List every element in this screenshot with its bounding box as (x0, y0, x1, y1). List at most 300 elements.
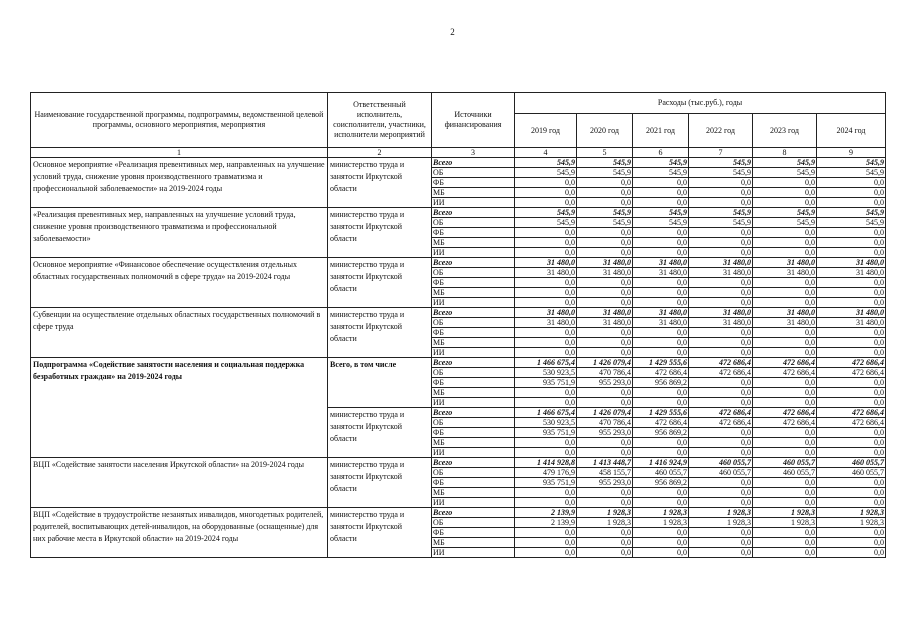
expense-value: 1 466 675,4 (515, 408, 577, 418)
expense-value: 1 928,3 (817, 518, 886, 528)
expense-value: 1 413 448,7 (577, 458, 633, 468)
expense-value: 1 466 675,4 (515, 358, 577, 368)
expense-value: 545,9 (515, 168, 577, 178)
expense-value: 0,0 (689, 288, 753, 298)
expense-value: 545,9 (577, 168, 633, 178)
expense-value: 0,0 (577, 238, 633, 248)
expense-value: 0,0 (633, 288, 689, 298)
funding-source: ОБ (432, 318, 515, 328)
expense-value: 31 480,0 (633, 268, 689, 278)
expense-value: 0,0 (753, 188, 817, 198)
expense-value: 31 480,0 (515, 268, 577, 278)
expense-value: 0,0 (515, 228, 577, 238)
expense-value: 0,0 (817, 478, 886, 488)
expense-value: 470 786,4 (577, 418, 633, 428)
expense-value: 460 055,7 (633, 468, 689, 478)
expense-value: 0,0 (689, 248, 753, 258)
expense-value: 0,0 (817, 438, 886, 448)
expense-value: 0,0 (577, 338, 633, 348)
expense-value: 472 686,4 (633, 418, 689, 428)
expense-value: 545,9 (689, 208, 753, 218)
expense-value: 0,0 (753, 388, 817, 398)
expense-value: 1 928,3 (633, 518, 689, 528)
expense-value: 0,0 (515, 198, 577, 208)
expense-value: 0,0 (577, 388, 633, 398)
expense-value: 0,0 (577, 548, 633, 558)
funding-source: ОБ (432, 518, 515, 528)
expense-value: 1 928,3 (753, 508, 817, 518)
expense-value: 0,0 (515, 188, 577, 198)
expense-value: 460 055,7 (689, 468, 753, 478)
expense-value: 0,0 (817, 278, 886, 288)
expense-value: 0,0 (753, 288, 817, 298)
expense-value: 0,0 (689, 188, 753, 198)
expense-value: 0,0 (515, 278, 577, 288)
expense-value: 0,0 (577, 278, 633, 288)
expense-value: 0,0 (633, 348, 689, 358)
column-index: 2 (328, 148, 432, 158)
expense-value: 530 923,5 (515, 418, 577, 428)
funding-source: ИИ (432, 348, 515, 358)
expense-value: 0,0 (753, 548, 817, 558)
expense-value: 0,0 (689, 488, 753, 498)
expense-value: 0,0 (689, 178, 753, 188)
expense-value: 0,0 (577, 538, 633, 548)
item-name: Подпрограмма «Содействие занятости населения и социальная поддержка безработных граждан» на 2019-2024 годы (31, 358, 328, 458)
expense-value: 31 480,0 (577, 268, 633, 278)
expense-value: 0,0 (633, 248, 689, 258)
expense-value: 1 928,3 (817, 508, 886, 518)
table-row (31, 508, 886, 518)
expense-value: 0,0 (515, 548, 577, 558)
expense-value: 0,0 (689, 348, 753, 358)
funding-source: ФБ (432, 178, 515, 188)
column-index: 4 (515, 148, 577, 158)
column-index: 6 (633, 148, 689, 158)
expense-value: 31 480,0 (753, 318, 817, 328)
expense-value: 0,0 (689, 448, 753, 458)
expense-value: 0,0 (689, 438, 753, 448)
header-executor-column: Ответственный исполнитель, соисполнители, участники, исполнители мероприятий (328, 93, 432, 148)
header-year: 2023 год (753, 114, 817, 148)
expense-value: 956 869,2 (633, 478, 689, 488)
expense-value: 0,0 (817, 428, 886, 438)
expense-value: 0,0 (753, 478, 817, 488)
funding-source: ОБ (432, 368, 515, 378)
header-source-column: Источники финансирования (432, 93, 515, 148)
column-index: 3 (432, 148, 515, 158)
expense-value: 955 293,0 (577, 478, 633, 488)
expense-value: 472 686,4 (817, 408, 886, 418)
funding-source: Всего (432, 258, 515, 268)
expense-value: 1 928,3 (633, 508, 689, 518)
expense-value: 472 686,4 (817, 368, 886, 378)
item-executor: министерство труда и занятости Иркутской области (328, 258, 432, 308)
expense-value: 1 426 079,4 (577, 358, 633, 368)
funding-source: Всего (432, 458, 515, 468)
funding-source: МБ (432, 538, 515, 548)
expense-value: 0,0 (633, 338, 689, 348)
item-executor: министерство труда и занятости Иркутской области (328, 208, 432, 258)
expense-value: 1 426 079,4 (577, 408, 633, 418)
funding-source: ФБ (432, 228, 515, 238)
funding-source: ИИ (432, 248, 515, 258)
expense-value: 31 480,0 (689, 258, 753, 268)
expense-value: 0,0 (633, 488, 689, 498)
expense-value: 545,9 (689, 218, 753, 228)
expense-value: 0,0 (515, 238, 577, 248)
expense-value: 460 055,7 (817, 458, 886, 468)
expense-value: 0,0 (753, 298, 817, 308)
funding-source: Всего (432, 208, 515, 218)
expense-value: 1 429 555,6 (633, 408, 689, 418)
expense-value: 935 751,9 (515, 478, 577, 488)
expense-value: 31 480,0 (689, 308, 753, 318)
funding-source: ФБ (432, 528, 515, 538)
expense-value: 1 928,3 (753, 518, 817, 528)
expense-value: 545,9 (515, 158, 577, 168)
funding-source: МБ (432, 488, 515, 498)
expense-value: 31 480,0 (817, 258, 886, 268)
funding-source: ФБ (432, 428, 515, 438)
expense-value: 0,0 (515, 338, 577, 348)
item-name: Основное мероприятие «Финансовое обеспечение осуществления отдельных областных государственных полномочий в сфере труда» на 2019-2024 годы (31, 258, 328, 308)
expense-value: 955 293,0 (577, 428, 633, 438)
expense-value: 0,0 (689, 398, 753, 408)
expense-value: 0,0 (817, 298, 886, 308)
expense-value: 31 480,0 (817, 268, 886, 278)
header-year: 2022 год (689, 114, 753, 148)
funding-source: Всего (432, 358, 515, 368)
expense-value: 472 686,4 (689, 368, 753, 378)
expense-value: 0,0 (817, 338, 886, 348)
funding-source: ИИ (432, 548, 515, 558)
expense-value: 0,0 (753, 378, 817, 388)
column-index: 5 (577, 148, 633, 158)
expense-value: 0,0 (515, 448, 577, 458)
expense-value: 545,9 (817, 158, 886, 168)
expense-value: 0,0 (753, 178, 817, 188)
expense-value: 956 869,2 (633, 378, 689, 388)
expense-value: 0,0 (577, 188, 633, 198)
item-name: ВЦП «Содействие в трудоустройстве незанятых инвалидов, многодетных родителей, родителей, воспитывающих детей-инвалидов, на оборудованные (оснащенные) для них рабочие места в Иркутской области» на 2019-2024 годы (31, 508, 328, 558)
header-year: 2021 год (633, 114, 689, 148)
expense-value: 0,0 (689, 548, 753, 558)
expense-value: 545,9 (753, 208, 817, 218)
expense-value: 472 686,4 (753, 368, 817, 378)
expenditure-table (30, 92, 886, 558)
expense-value: 31 480,0 (577, 308, 633, 318)
expense-value: 0,0 (753, 348, 817, 358)
expense-value: 0,0 (633, 538, 689, 548)
header-year: 2020 год (577, 114, 633, 148)
item-name: ВЦП «Содействие занятости населения Иркутской области» на 2019-2024 годы (31, 458, 328, 508)
expense-value: 0,0 (689, 538, 753, 548)
expense-value: 545,9 (577, 158, 633, 168)
expense-value: 0,0 (817, 188, 886, 198)
expense-value: 0,0 (515, 398, 577, 408)
expense-value: 0,0 (689, 198, 753, 208)
expense-value: 0,0 (753, 338, 817, 348)
item-executor: министерство труда и занятости Иркутской области (328, 508, 432, 558)
item-name: Субвенции на осуществление отдельных областных государственных полномочий в сфере труда (31, 308, 328, 358)
expense-value: 0,0 (753, 488, 817, 498)
expense-value: 472 686,4 (689, 358, 753, 368)
expense-value: 0,0 (689, 388, 753, 398)
expense-value: 1 928,3 (689, 508, 753, 518)
expense-value: 0,0 (577, 528, 633, 538)
expense-value: 0,0 (515, 348, 577, 358)
expense-value: 0,0 (515, 528, 577, 538)
expense-value: 472 686,4 (689, 408, 753, 418)
expense-value: 0,0 (577, 198, 633, 208)
expense-value: 0,0 (515, 288, 577, 298)
expense-value: 472 686,4 (753, 408, 817, 418)
expense-value: 0,0 (633, 278, 689, 288)
expense-value: 0,0 (633, 548, 689, 558)
expense-value: 545,9 (753, 158, 817, 168)
expense-value: 0,0 (817, 388, 886, 398)
expense-value: 31 480,0 (633, 258, 689, 268)
expense-value: 935 751,9 (515, 428, 577, 438)
expense-value: 545,9 (577, 218, 633, 228)
expense-value: 0,0 (577, 298, 633, 308)
expense-value: 0,0 (753, 198, 817, 208)
expense-value: 545,9 (633, 168, 689, 178)
expense-value: 0,0 (577, 488, 633, 498)
expense-value: 545,9 (577, 208, 633, 218)
expense-value: 0,0 (577, 288, 633, 298)
expense-value: 1 928,3 (689, 518, 753, 528)
expense-value: 0,0 (633, 328, 689, 338)
expense-value: 0,0 (633, 178, 689, 188)
expense-value: 0,0 (633, 228, 689, 238)
expense-value: 31 480,0 (577, 258, 633, 268)
table-row (31, 158, 886, 168)
expense-value: 31 480,0 (515, 318, 577, 328)
expense-value: 0,0 (633, 438, 689, 448)
expense-value: 0,0 (689, 428, 753, 438)
funding-source: ОБ (432, 418, 515, 428)
table-row (31, 358, 886, 368)
expense-value: 470 786,4 (577, 368, 633, 378)
expense-value: 2 139,9 (515, 508, 577, 518)
expense-value: 545,9 (515, 208, 577, 218)
expense-value: 472 686,4 (689, 418, 753, 428)
expense-value: 0,0 (577, 448, 633, 458)
expense-value: 0,0 (817, 448, 886, 458)
funding-source: ФБ (432, 328, 515, 338)
expense-value: 0,0 (633, 298, 689, 308)
expense-value: 0,0 (753, 538, 817, 548)
expense-value: 0,0 (817, 238, 886, 248)
table-row (31, 458, 886, 468)
expense-value: 0,0 (633, 188, 689, 198)
expense-value: 0,0 (817, 198, 886, 208)
expense-value: 472 686,4 (753, 358, 817, 368)
expense-value: 956 869,2 (633, 428, 689, 438)
funding-source: Всего (432, 408, 515, 418)
expense-value: 31 480,0 (515, 308, 577, 318)
expense-value: 472 686,4 (817, 358, 886, 368)
expense-value: 0,0 (753, 428, 817, 438)
expense-value: 0,0 (817, 228, 886, 238)
expense-value: 460 055,7 (817, 468, 886, 478)
expense-value: 472 686,4 (753, 418, 817, 428)
expense-value: 0,0 (817, 248, 886, 258)
funding-source: МБ (432, 238, 515, 248)
expense-value: 0,0 (817, 488, 886, 498)
expense-value: 0,0 (817, 348, 886, 358)
expense-value: 0,0 (515, 538, 577, 548)
expense-value: 31 480,0 (633, 318, 689, 328)
expense-value: 0,0 (817, 328, 886, 338)
expense-value: 0,0 (577, 228, 633, 238)
funding-source: ОБ (432, 168, 515, 178)
expense-value: 31 480,0 (689, 318, 753, 328)
expense-value: 0,0 (689, 238, 753, 248)
funding-source: ОБ (432, 268, 515, 278)
expense-value: 458 155,7 (577, 468, 633, 478)
expense-value: 545,9 (633, 208, 689, 218)
expense-value: 0,0 (753, 238, 817, 248)
funding-source: Всего (432, 308, 515, 318)
column-index: 7 (689, 148, 753, 158)
expense-value: 0,0 (515, 328, 577, 338)
header-year: 2024 год (817, 114, 886, 148)
expense-value: 0,0 (689, 328, 753, 338)
expense-value: 545,9 (753, 218, 817, 228)
expense-value: 479 176,9 (515, 468, 577, 478)
funding-source: ИИ (432, 398, 515, 408)
expense-value: 0,0 (753, 248, 817, 258)
expense-value: 31 480,0 (753, 258, 817, 268)
expense-value: 472 686,4 (633, 368, 689, 378)
expense-value: 0,0 (753, 498, 817, 508)
column-index: 1 (31, 148, 328, 158)
item-name: «Реализация превентивных мер, направленных на улучшение условий труда, снижение уровня производственного травматизма и профессиональной заболеваемости» (31, 208, 328, 258)
funding-source: ФБ (432, 478, 515, 488)
expense-value: 0,0 (689, 278, 753, 288)
expense-value: 0,0 (633, 448, 689, 458)
expense-value: 472 686,4 (817, 418, 886, 428)
funding-source: МБ (432, 388, 515, 398)
expense-value: 0,0 (515, 488, 577, 498)
expense-value: 0,0 (515, 178, 577, 188)
expense-value: 1 928,3 (577, 508, 633, 518)
expense-value: 1 928,3 (577, 518, 633, 528)
header-name-column: Наименование государственной программы, подпрограммы, ведомственной целевой программы, основного мероприятия, мероприятия (31, 93, 328, 148)
expense-value: 0,0 (577, 438, 633, 448)
expense-value: 0,0 (817, 548, 886, 558)
column-index: 9 (817, 148, 886, 158)
table-body (31, 158, 886, 558)
funding-source: ОБ (432, 468, 515, 478)
column-index: 8 (753, 148, 817, 158)
expense-value: 0,0 (633, 398, 689, 408)
expense-value: 0,0 (817, 498, 886, 508)
expense-value: 545,9 (633, 218, 689, 228)
item-executor: Всего, в том числе (328, 358, 432, 408)
expense-value: 0,0 (753, 328, 817, 338)
expense-value: 0,0 (817, 398, 886, 408)
table-row (31, 308, 886, 318)
expense-value: 545,9 (633, 158, 689, 168)
expense-value: 31 480,0 (633, 308, 689, 318)
table-row (31, 208, 886, 218)
expense-value: 1 416 924,9 (633, 458, 689, 468)
funding-source: ОБ (432, 218, 515, 228)
expense-value: 0,0 (515, 248, 577, 258)
expense-value: 0,0 (515, 438, 577, 448)
funding-source: МБ (432, 288, 515, 298)
funding-source: Всего (432, 158, 515, 168)
expense-value: 1 429 555,6 (633, 358, 689, 368)
header-expenses: Расходы (тыс.руб.), годы (515, 93, 886, 114)
expense-value: 530 923,5 (515, 368, 577, 378)
expense-value: 0,0 (633, 498, 689, 508)
expense-value: 0,0 (753, 528, 817, 538)
expense-value: 0,0 (753, 438, 817, 448)
expense-value: 0,0 (753, 278, 817, 288)
expense-value: 1 414 928,8 (515, 458, 577, 468)
item-executor: министерство труда и занятости Иркутской области (328, 458, 432, 508)
expense-value: 31 480,0 (753, 308, 817, 318)
expense-value: 955 293,0 (577, 378, 633, 388)
expense-value: 460 055,7 (689, 458, 753, 468)
expense-value: 0,0 (633, 528, 689, 538)
expense-value: 460 055,7 (753, 468, 817, 478)
expense-value: 0,0 (817, 528, 886, 538)
expense-value: 0,0 (689, 298, 753, 308)
funding-source: МБ (432, 188, 515, 198)
expense-value: 0,0 (689, 498, 753, 508)
expense-value: 0,0 (577, 178, 633, 188)
item-executor: министерство труда и занятости Иркутской области (328, 408, 432, 458)
expense-value: 0,0 (577, 398, 633, 408)
header-year: 2019 год (515, 114, 577, 148)
expense-value: 0,0 (515, 498, 577, 508)
expense-value: 545,9 (817, 218, 886, 228)
expense-value: 0,0 (817, 178, 886, 188)
expense-value: 545,9 (689, 158, 753, 168)
expense-value: 545,9 (753, 168, 817, 178)
expense-value: 0,0 (689, 478, 753, 488)
expense-value: 935 751,9 (515, 378, 577, 388)
expense-value: 0,0 (515, 388, 577, 398)
expense-value: 0,0 (817, 378, 886, 388)
expense-value: 0,0 (633, 388, 689, 398)
expense-value: 0,0 (817, 288, 886, 298)
item-executor: министерство труда и занятости Иркутской области (328, 308, 432, 358)
expense-value: 0,0 (753, 448, 817, 458)
expense-value: 2 139,9 (515, 518, 577, 528)
expense-value: 31 480,0 (689, 268, 753, 278)
expense-value: 460 055,7 (753, 458, 817, 468)
expense-value: 0,0 (577, 328, 633, 338)
item-name: Основное мероприятие «Реализация превентивных мер, направленных на улучшение условий труда, снижение уровня производственного травматизма и профессиональной заболеваемости» на 2019-2024 годы (31, 158, 328, 208)
table-row (31, 258, 886, 268)
expense-value: 0,0 (577, 248, 633, 258)
expense-value: 31 480,0 (753, 268, 817, 278)
item-executor: министерство труда и занятости Иркутской области (328, 158, 432, 208)
funding-source: ФБ (432, 278, 515, 288)
funding-source: ИИ (432, 498, 515, 508)
expense-value: 0,0 (689, 228, 753, 238)
expense-value: 31 480,0 (515, 258, 577, 268)
expense-value: 545,9 (817, 168, 886, 178)
expense-value: 0,0 (633, 238, 689, 248)
